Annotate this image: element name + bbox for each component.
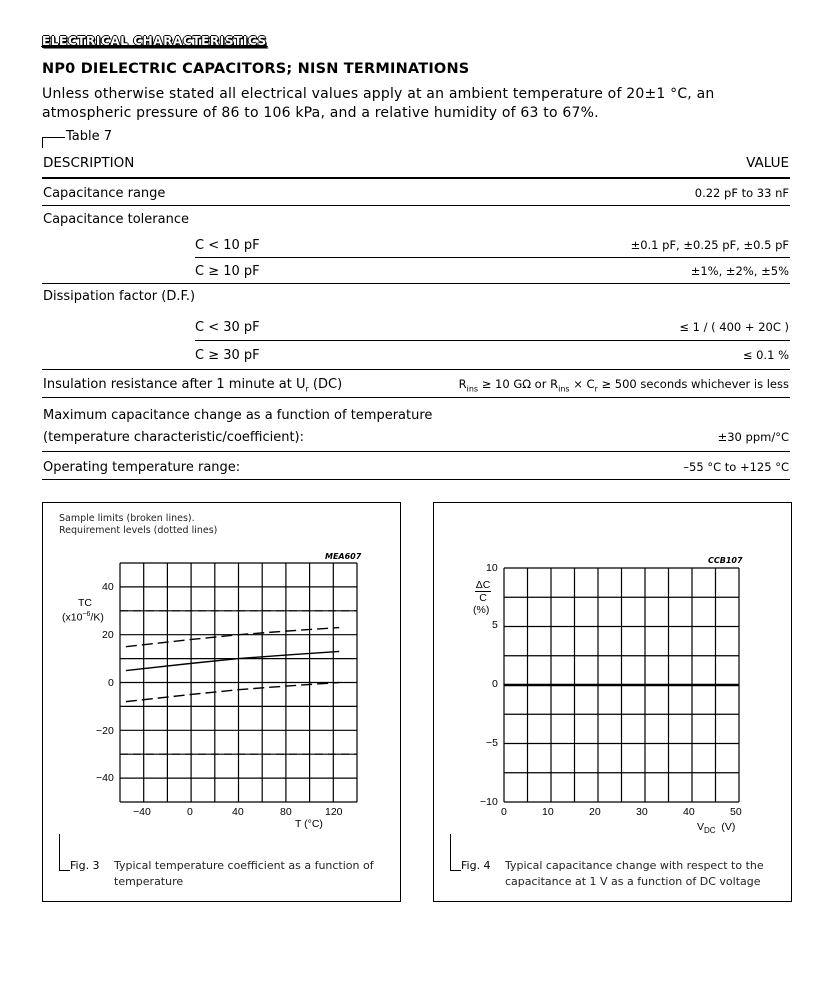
row-description: Operating temperature range:	[43, 460, 241, 475]
figure-4-ylabel-unit: (%)	[473, 604, 490, 616]
x-tick: 40	[683, 806, 695, 818]
table-label: Table 7	[66, 129, 113, 144]
figure-3-xlabel: T (°C)	[295, 818, 323, 830]
row-value: ±30 ppm/°C	[717, 430, 789, 444]
y-tick: 40	[102, 581, 114, 593]
row-condition: C < 30 pF	[195, 320, 260, 335]
figure-4-caption: Typical capacitance change with respect to the capacitance at 1 V as a function of DC voltage	[505, 859, 764, 888]
figure-4-ylabel: ΔC C	[475, 579, 491, 604]
x-tick: 0	[501, 806, 507, 818]
figure-4-xlabel: $V_{DC}$ (V)	[697, 821, 736, 836]
x-tick: −40	[133, 806, 151, 818]
row-value: ≤ 1 / ( 400 + 20C )	[679, 320, 789, 334]
x-tick: 120	[325, 806, 343, 818]
row-description: Capacitance range	[43, 186, 166, 201]
y-tick: −5	[486, 737, 498, 749]
row-description: Maximum capacitance change as a function of temperature	[43, 408, 433, 423]
header-description: DESCRIPTION	[43, 155, 135, 171]
figure-3-ylabel: TC	[78, 597, 92, 609]
y-tick: 0	[492, 678, 498, 690]
row-value: ≤ 0.1 %	[742, 348, 789, 362]
sub-heading: NP0 DIELECTRIC CAPACITORS; NISN TERMINATIONS	[42, 61, 470, 77]
figure-4-number: Fig. 4	[461, 859, 491, 872]
y-tick: 0	[108, 677, 114, 689]
row-condition: C < 10 pF	[195, 238, 260, 253]
row-value: 0.22 pF to 33 nF	[694, 186, 789, 200]
y-tick: −40	[96, 772, 114, 784]
y-tick: −20	[96, 725, 114, 737]
figure-3-caption: Typical temperature coefficient as a function of temperature	[114, 859, 374, 888]
row-value: –55 °C to +125 °C	[683, 460, 789, 474]
figure-3-code: MEA607	[325, 552, 362, 561]
y-tick: −10	[480, 796, 498, 808]
figure-3-ylabel-unit: $(x10^{-6}/K)$	[62, 611, 104, 624]
row-value: ±0.1 pF, ±0.25 pF, ±0.5 pF	[630, 238, 789, 252]
figure-3-note: Sample limits (broken lines). Requirement levels (dotted lines)	[59, 513, 218, 536]
row-description: Dissipation factor (D.F.)	[43, 289, 196, 304]
row-description-continued: (temperature characteristic/coefficient):	[43, 430, 305, 445]
y-tick: 10	[486, 562, 498, 574]
y-tick: 5	[492, 619, 498, 631]
x-tick: 10	[542, 806, 554, 818]
row-condition: C ≥ 10 pF	[195, 264, 260, 279]
x-tick: 30	[636, 806, 648, 818]
intro-paragraph: Unless otherwise stated all electrical values apply at an ambient temperature of 20±1 °C, an atmospheric pressure of 86 to 106 kPa, and a relative humidity of 63 to 67%.	[42, 86, 715, 121]
x-tick: 0	[187, 806, 193, 818]
figure-4-caption-bracket	[450, 834, 461, 871]
x-tick: 80	[280, 806, 292, 818]
row-description: Insulation resistance after 1 minute at $U_r$ (DC)	[43, 377, 343, 394]
x-tick: 20	[589, 806, 601, 818]
row-value: $R_{ins} \ge 10$ GΩ or $R_{ins} \times C_r \ge 500$ seconds whichever is less	[458, 377, 789, 394]
figure-3-number: Fig. 3	[70, 859, 100, 872]
row-condition: C ≥ 30 pF	[195, 348, 260, 363]
section-heading: ELECTRICAL CHARACTERISTICS	[42, 34, 267, 48]
row-description: Capacitance tolerance	[43, 212, 189, 227]
x-tick: 40	[232, 806, 244, 818]
figure-4-code: CCB107	[708, 556, 743, 565]
header-value: VALUE	[746, 155, 789, 171]
row-value: ±1%, ±2%, ±5%	[690, 264, 789, 278]
y-tick: 20	[102, 629, 114, 641]
x-tick: 50	[730, 806, 742, 818]
